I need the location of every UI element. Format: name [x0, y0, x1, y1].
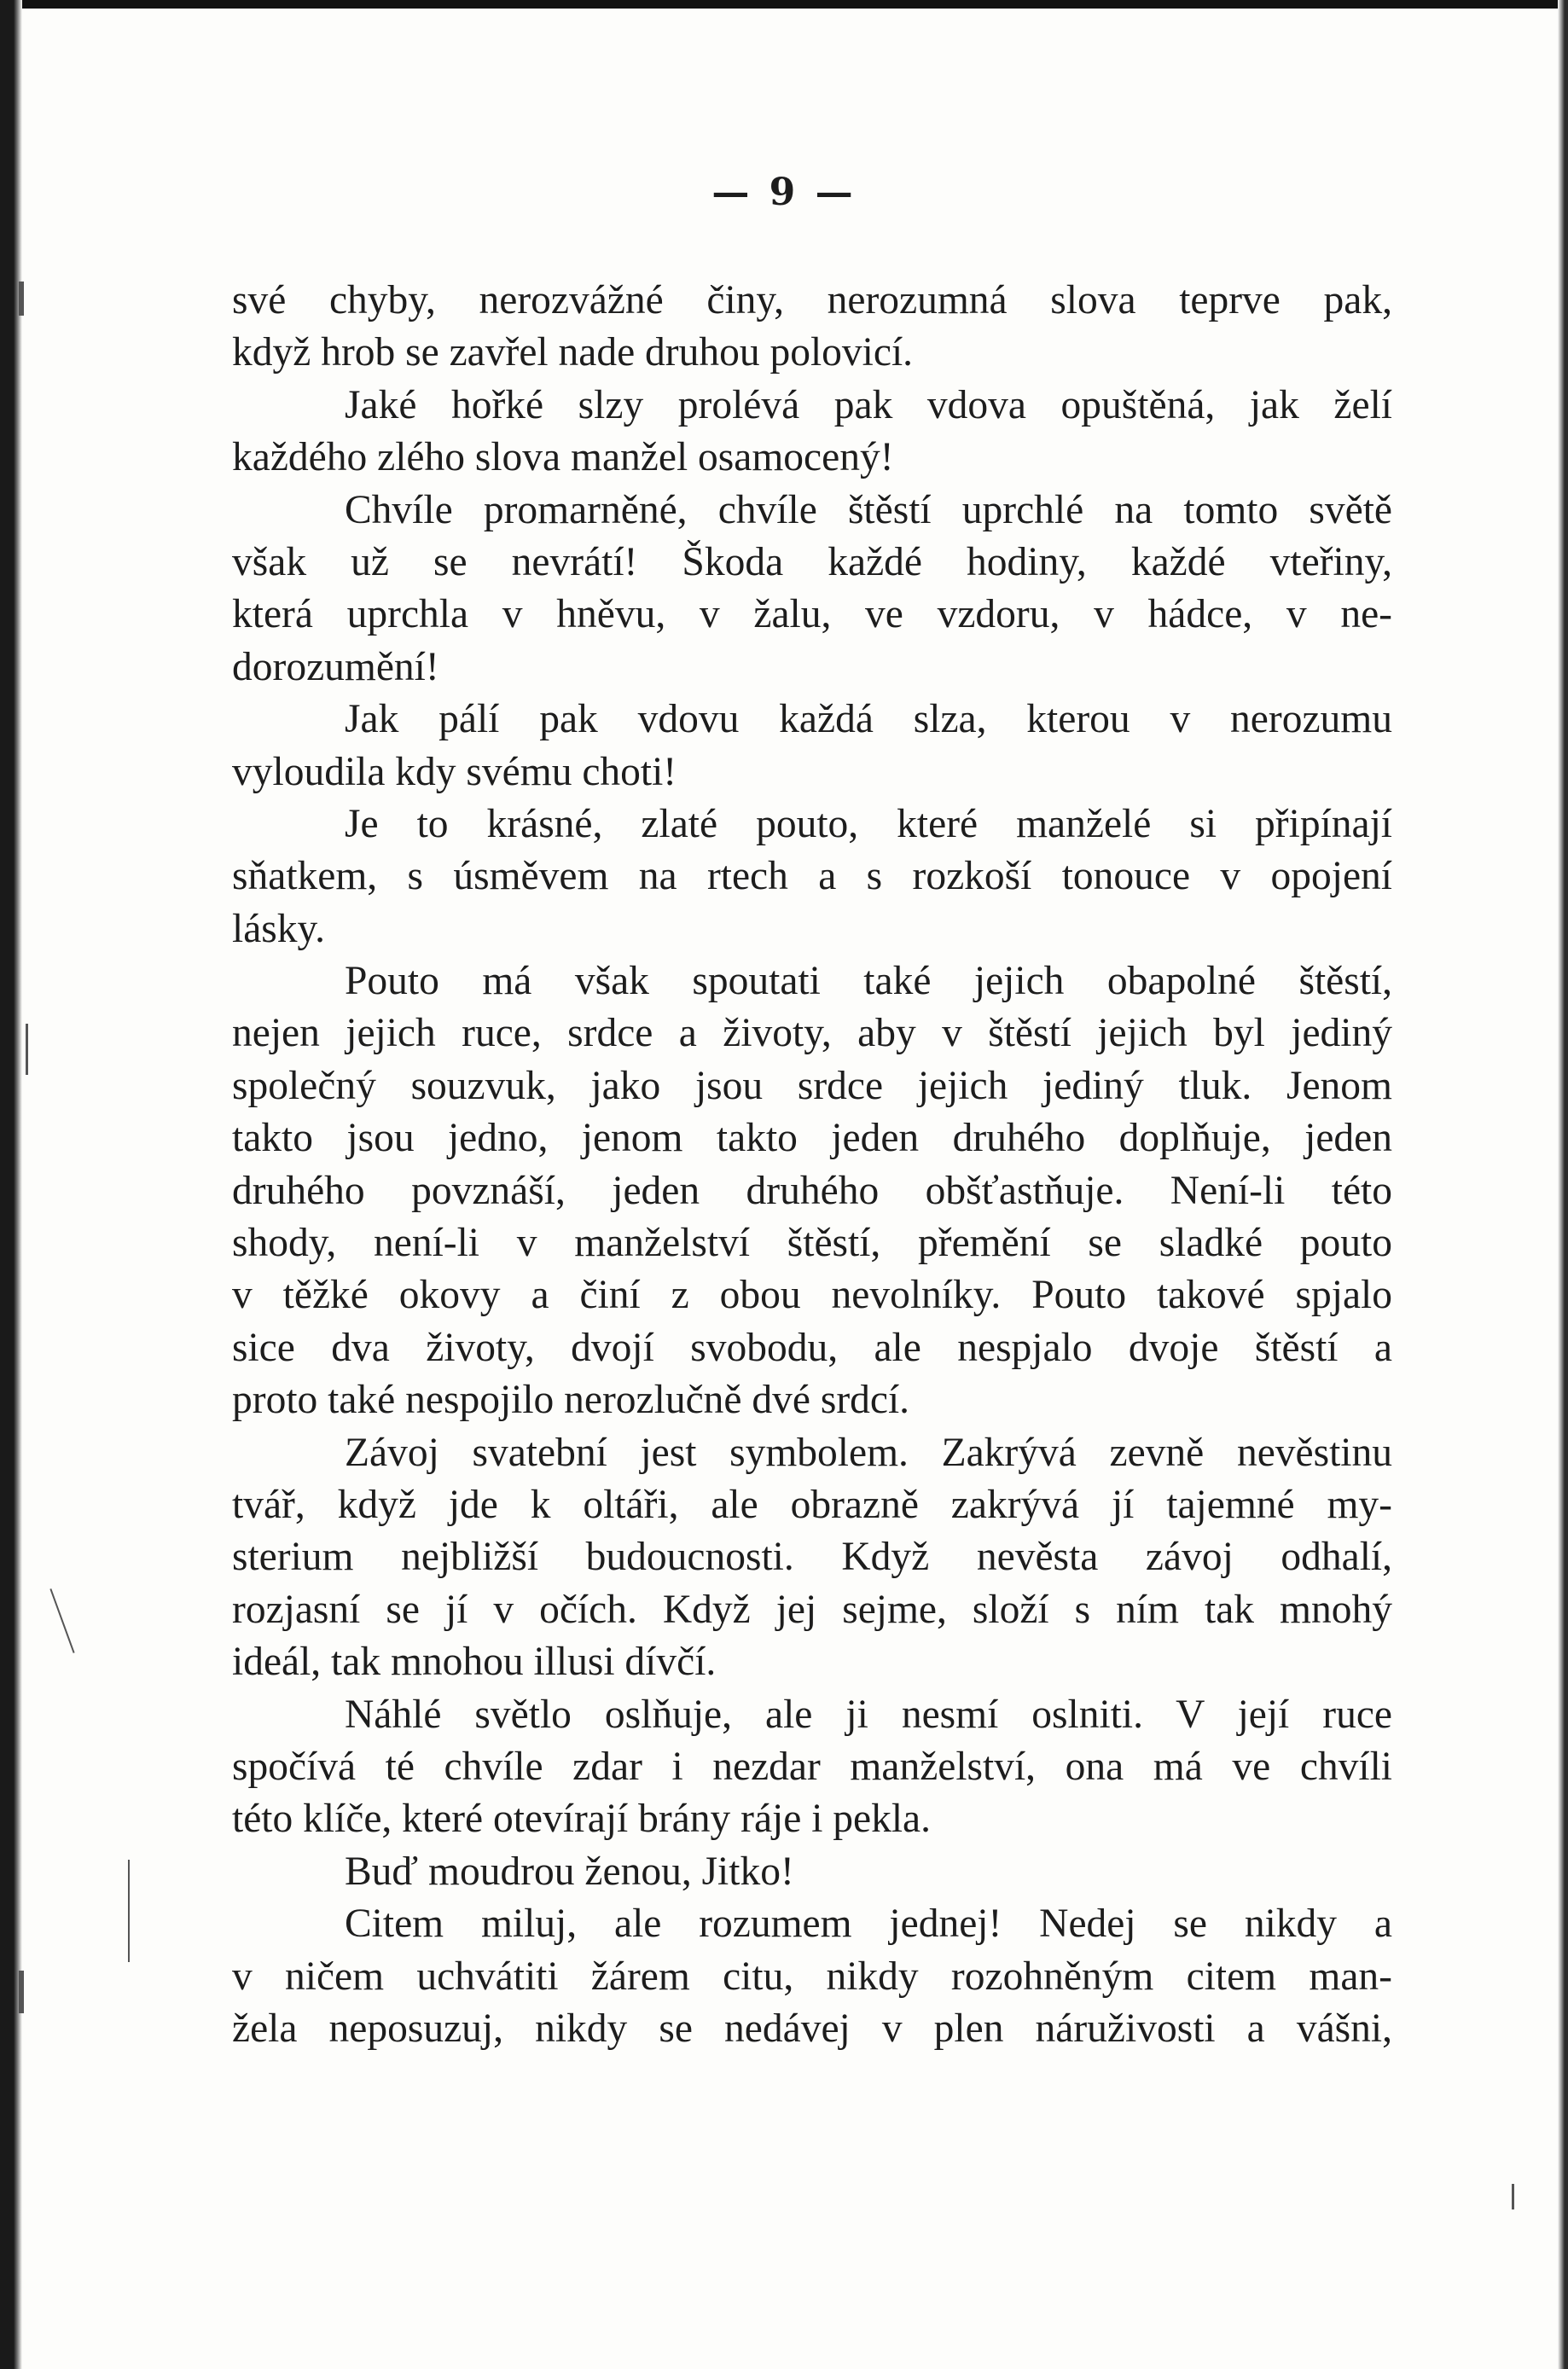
text-line: v těžké okovy a činí z obou nevolníky. Pouto takové spjalo — [232, 1273, 1392, 1318]
text-line: když hrob se zavřel nade druhou polovicí. — [232, 330, 914, 375]
margin-mark — [49, 1588, 74, 1653]
text-line: Jaké hořké slzy prolévá pak vdova opuštěná, jak želí — [345, 382, 1392, 427]
margin-mark — [128, 1860, 130, 1962]
text-line: proto také nespojilo nerozlučně dvé srdcí. — [232, 1378, 910, 1423]
text-line: Náhlé světlo oslňuje, ale ji nesmí oslniti. V její ruce — [345, 1692, 1392, 1737]
margin-mark — [19, 282, 24, 316]
page-top-edge — [0, 0, 1568, 9]
text-line: vyloudila kdy svému choti! — [232, 749, 677, 794]
text-line: tvář, když jde k oltáři, ale obrazně zakrývá jí tajemné my- — [232, 1482, 1392, 1527]
text-line: Je to krásné, zlaté pouto, které manželé si připínají — [345, 801, 1392, 846]
text-line: shody, není-li v manželství štěstí, přemění se sladké pouto — [232, 1221, 1392, 1266]
text-line: Závoj svatební jest symbolem. Zakrývá zevně nevěstinu — [345, 1430, 1392, 1475]
text-line: Pouto má však spoutati také jejich obapolné štěstí, — [345, 959, 1392, 1004]
text-line: žela neposuzuj, nikdy se nedávej v plen náruživosti a vášni, — [232, 2006, 1392, 2051]
text-line: společný souzvuk, jako jsou srdce jejich jediný tluk. Jenom — [232, 1063, 1392, 1108]
text-line: sňatkem, s úsměvem na rtech a s rozkoší tonouce v opojení — [232, 854, 1392, 899]
text-line: v ničem uchvátiti žárem citu, nikdy rozohněným citem man- — [232, 1954, 1392, 1999]
text-line: této klíče, které otevírají brány ráje i pekla. — [232, 1797, 932, 1842]
text-line: takto jsou jedno, jenom takto jeden druhého doplňuje, jeden — [232, 1116, 1392, 1161]
text-line: která uprchla v hněvu, v žalu, ve vzdoru, v hádce, v ne- — [232, 592, 1392, 637]
text-line: Citem miluj, ale rozumem jednej! Nedej se nikdy a — [345, 1902, 1392, 1947]
text-line: druhého povznáší, jeden druhého obšťastňuje. Není-li této — [232, 1168, 1392, 1213]
text-line: však už se nevrátí! Škoda každé hodiny, každé vteřiny, — [232, 539, 1392, 584]
text-line: Chvíle promarněné, chvíle štěstí uprchlé na tomto světě — [345, 487, 1392, 532]
text-line: každého zlého slova manžel osamocený! — [232, 435, 894, 480]
page-binding-edge — [0, 0, 22, 2369]
text-line: sice dva životy, dvojí svobodu, ale nespjalo dvoje štěstí a — [232, 1325, 1392, 1370]
text-line: ideál, tak mnohou illusi dívčí. — [232, 1640, 717, 1685]
margin-mark — [26, 1024, 28, 1075]
text-line: své chyby, nerozvážné činy, nerozumná slova teprve pak, — [232, 278, 1392, 322]
text-line: lásky. — [232, 906, 326, 951]
page-number: — 9 — — [711, 171, 857, 214]
text-line: dorozumění! — [232, 644, 439, 689]
text-line: rozjasní se jí v očích. Když jej sejme, složí s ním tak mnohý — [232, 1587, 1392, 1632]
body-text — [232, 275, 1392, 2055]
text-line: Buď moudrou ženou, Jitko! — [345, 1849, 794, 1894]
text-line: nejen jejich ruce, srdce a životy, aby v štěstí jejich byl jediný — [232, 1011, 1392, 1056]
page-right-edge — [1558, 0, 1568, 2369]
text-line: sterium nejbližší budoucnosti. Když nevěsta závoj odhalí, — [232, 1535, 1392, 1580]
margin-mark — [1512, 2184, 1514, 2209]
margin-mark — [19, 1971, 24, 2013]
text-line: Jak pálí pak vdovu každá slza, kterou v nerozumu — [345, 697, 1392, 742]
text-line: spočívá té chvíle zdar i nezdar manželství, ona má ve chvíli — [232, 1744, 1392, 1789]
